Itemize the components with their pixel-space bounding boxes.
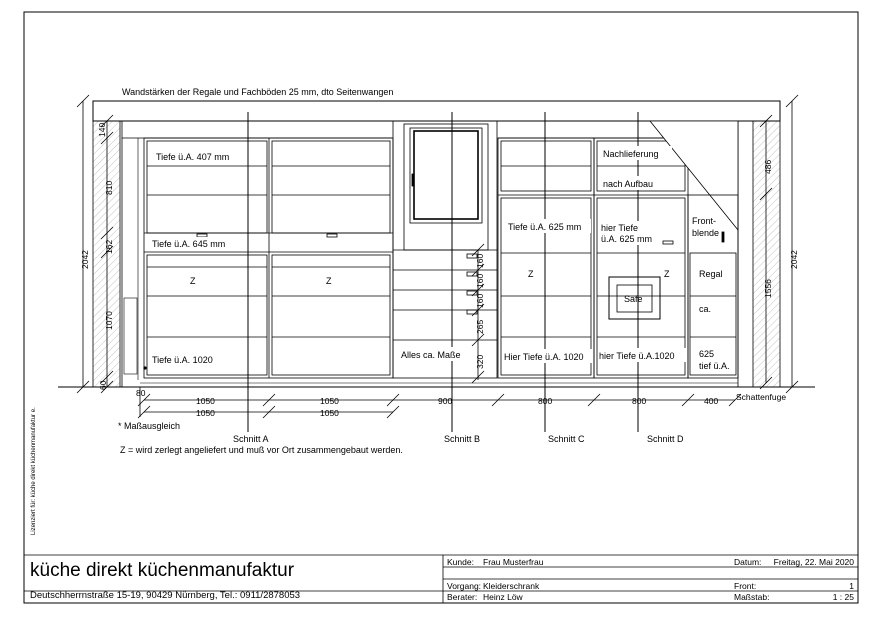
dim-1556: 1556 xyxy=(763,279,773,298)
license-note: Lizenziert für: küche direkt küchenmanufaktur e. xyxy=(31,407,37,535)
label-625: 625 xyxy=(699,349,715,359)
dim-486: 486 xyxy=(763,159,773,174)
front-value: 1 xyxy=(849,581,854,591)
label-tiefe-645: Tiefe ü.A. 645 mm xyxy=(152,239,226,249)
dim-row1-5: 800 xyxy=(632,396,647,406)
kunde-label: Kunde: xyxy=(447,557,474,567)
label-ua-625: ü.A. 625 mm xyxy=(601,234,653,244)
dim-80: 80 xyxy=(136,388,146,398)
label-tiefe-407: Tiefe ü.A. 407 mm xyxy=(156,152,230,162)
label-z-c: Z xyxy=(528,269,534,279)
kunde-value: Frau Musterfrau xyxy=(483,557,544,567)
label-nachlieferung: Nachlieferung xyxy=(603,149,659,159)
label-ca: ca. xyxy=(699,304,712,314)
z-note: Z = wird zerlegt angeliefert und muß vor Ort zusammengebaut werden. xyxy=(120,445,403,455)
cabinet-section-c xyxy=(498,138,594,378)
wall-thickness-note: Wandstärken der Regale und Fachböden 25 mm, dto Seitenwangen xyxy=(122,87,394,97)
label-z-d: Z xyxy=(664,269,670,279)
massausgleich-note: * Maßausgleich xyxy=(118,421,181,431)
dim-row2-1: 1050 xyxy=(196,408,215,418)
left-filler-panel xyxy=(124,298,137,374)
company-address: Deutschherrnstraße 15-19, 90429 Nürnberg, Tel.: 0911/2878053 xyxy=(30,590,301,601)
dim-60: 60 xyxy=(98,380,108,390)
label-hier-tiefe-1020-d: hier Tiefe ü.A.1020 xyxy=(599,351,675,361)
label-z-a1: Z xyxy=(190,276,196,286)
label-tiefe-1020: Tiefe ü.A. 1020 xyxy=(152,355,213,365)
dim-row2-2: 1050 xyxy=(320,408,339,418)
front-label: Front: xyxy=(734,581,757,591)
label-hier-tiefe-1020-c: Hier Tiefe ü.A. 1020 xyxy=(504,352,584,362)
label-alles-masse: Alles ca. Maße xyxy=(401,350,461,360)
label-regal: Regal xyxy=(699,269,723,279)
dim-drawer-4: 265 xyxy=(475,319,485,334)
berater-value: Heinz Löw xyxy=(483,592,523,602)
label-blende: blende xyxy=(692,228,720,238)
drawer-dimensions xyxy=(472,244,485,383)
dim-row1-1: 1050 xyxy=(196,396,215,406)
dim-row1-6: 400 xyxy=(704,396,719,406)
dim-drawer-5: 320 xyxy=(475,354,485,369)
section-a-label: Schnitt A xyxy=(233,434,269,444)
vorgang-value: Kleiderschrank xyxy=(483,581,540,591)
dim-810: 810 xyxy=(104,180,114,195)
label-tiefe-625: Tiefe ü.A. 625 mm xyxy=(508,222,582,232)
label-front: Front- xyxy=(692,216,717,226)
label-nach-aufbau: nach Aufbau xyxy=(603,179,654,189)
cabinet-section-a xyxy=(144,138,393,378)
dim-left-2042: 2042 xyxy=(80,250,90,269)
label-z-a2: Z xyxy=(326,276,332,286)
dim-row1-3: 900 xyxy=(438,396,453,406)
company-name: küche direkt küchenmanufaktur xyxy=(30,560,295,581)
label-tief-ua: tief ü.A. xyxy=(699,361,730,371)
massstab-value: 1 : 25 xyxy=(832,592,854,602)
datum-label: Datum: xyxy=(734,557,762,567)
dim-162: 162 xyxy=(104,239,114,254)
dim-drawer-1: 160 xyxy=(475,253,485,268)
dim-1070: 1070 xyxy=(104,311,114,330)
title-block xyxy=(24,555,858,603)
section-d-label: Schnitt D xyxy=(647,434,684,444)
label-hier-tiefe: hier Tiefe xyxy=(601,223,639,233)
section-b-label: Schnitt B xyxy=(444,434,481,444)
dim-right-2042: 2042 xyxy=(789,250,799,269)
cabinet-section-b xyxy=(393,121,497,378)
massstab-label: Maßstab: xyxy=(734,592,770,602)
window xyxy=(414,131,478,219)
berater-label: Berater: xyxy=(447,592,478,602)
label-safe: Safe xyxy=(624,294,643,304)
dim-schattenfuge: Schattenfuge xyxy=(736,392,787,402)
dim-140: 140 xyxy=(97,122,107,137)
dim-row1-2: 1050 xyxy=(320,396,339,406)
dim-drawer-2: 160 xyxy=(475,273,485,288)
vorgang-label: Vorgang: xyxy=(447,581,482,591)
dim-drawer-3: 160 xyxy=(475,293,485,308)
right-wall xyxy=(753,101,780,387)
section-c-label: Schnitt C xyxy=(548,434,585,444)
ceiling-beam xyxy=(93,101,780,121)
dim-row1-4: 800 xyxy=(538,396,553,406)
datum-value: Freitag, 22. Mai 2020 xyxy=(773,557,854,567)
